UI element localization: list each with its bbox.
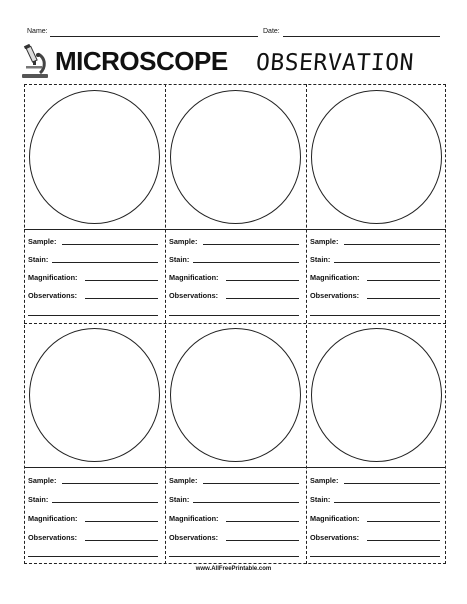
sample-label: Sample: [28, 237, 57, 246]
observations-line[interactable] [226, 540, 299, 541]
observations-line-2[interactable] [310, 556, 440, 557]
observations-label: Observations: [28, 291, 78, 300]
magnification-label: Magnification: [28, 514, 78, 523]
magnification-label: Magnification: [28, 273, 78, 282]
row2-field-separator [24, 467, 446, 468]
footer-website: www.AllFreePrintable.com [195, 566, 272, 572]
column-divider-1 [165, 84, 166, 564]
stain-line[interactable] [334, 262, 440, 263]
magnification-line[interactable] [226, 280, 299, 281]
observations-label: Observations: [28, 533, 78, 542]
sample-label: Sample: [310, 237, 339, 246]
specimen-circle-6[interactable] [311, 328, 442, 462]
observations-line-2[interactable] [169, 556, 299, 557]
sample-label: Sample: [28, 476, 57, 485]
observations-label: Observations: [310, 291, 360, 300]
stain-label: Stain: [28, 255, 49, 264]
specimen-circle-5[interactable] [170, 328, 301, 462]
observations-line[interactable] [367, 540, 440, 541]
row-divider [24, 323, 446, 324]
observations-label: Observations: [169, 291, 219, 300]
observations-line-2[interactable] [28, 315, 158, 316]
observations-line[interactable] [85, 540, 158, 541]
observations-line[interactable] [85, 298, 158, 299]
sample-line[interactable] [344, 483, 440, 484]
sample-line[interactable] [203, 244, 299, 245]
specimen-circle-3[interactable] [311, 90, 442, 224]
stain-line[interactable] [52, 262, 158, 263]
stain-label: Stain: [310, 255, 331, 264]
observations-label: Observations: [169, 533, 219, 542]
name-input-line[interactable] [50, 36, 258, 37]
specimen-circle-2[interactable] [170, 90, 301, 224]
magnification-line[interactable] [85, 280, 158, 281]
stain-line[interactable] [193, 502, 299, 503]
stain-label: Stain: [310, 495, 331, 504]
sample-label: Sample: [310, 476, 339, 485]
row1-field-separator [24, 229, 446, 230]
magnification-label: Magnification: [310, 273, 360, 282]
column-divider-2 [306, 84, 307, 564]
sample-line[interactable] [62, 483, 158, 484]
stain-line[interactable] [193, 262, 299, 263]
magnification-label: Magnification: [310, 514, 360, 523]
specimen-circle-1[interactable] [29, 90, 160, 224]
sample-line[interactable] [344, 244, 440, 245]
microscope-icon [18, 44, 52, 80]
name-label: Name: [27, 28, 48, 35]
observations-label: Observations: [310, 533, 360, 542]
title-microscope: MICROSCOPE [55, 46, 228, 76]
sample-line[interactable] [62, 244, 158, 245]
title-observation: OBSERVATION [255, 50, 415, 76]
specimen-circle-4[interactable] [29, 328, 160, 462]
magnification-label: Magnification: [169, 273, 219, 282]
sample-label: Sample: [169, 237, 198, 246]
observations-line-2[interactable] [28, 556, 158, 557]
stain-label: Stain: [169, 495, 190, 504]
date-label: Date: [263, 28, 280, 35]
magnification-line[interactable] [367, 280, 440, 281]
stain-line[interactable] [52, 502, 158, 503]
observations-line-2[interactable] [169, 315, 299, 316]
stain-label: Stain: [169, 255, 190, 264]
magnification-label: Magnification: [169, 514, 219, 523]
observations-line[interactable] [367, 298, 440, 299]
sample-label: Sample: [169, 476, 198, 485]
stain-line[interactable] [334, 502, 440, 503]
magnification-line[interactable] [226, 521, 299, 522]
magnification-line[interactable] [367, 521, 440, 522]
magnification-line[interactable] [85, 521, 158, 522]
date-input-line[interactable] [283, 36, 440, 37]
sample-line[interactable] [203, 483, 299, 484]
observations-line-2[interactable] [310, 315, 440, 316]
stain-label: Stain: [28, 495, 49, 504]
observations-line[interactable] [226, 298, 299, 299]
